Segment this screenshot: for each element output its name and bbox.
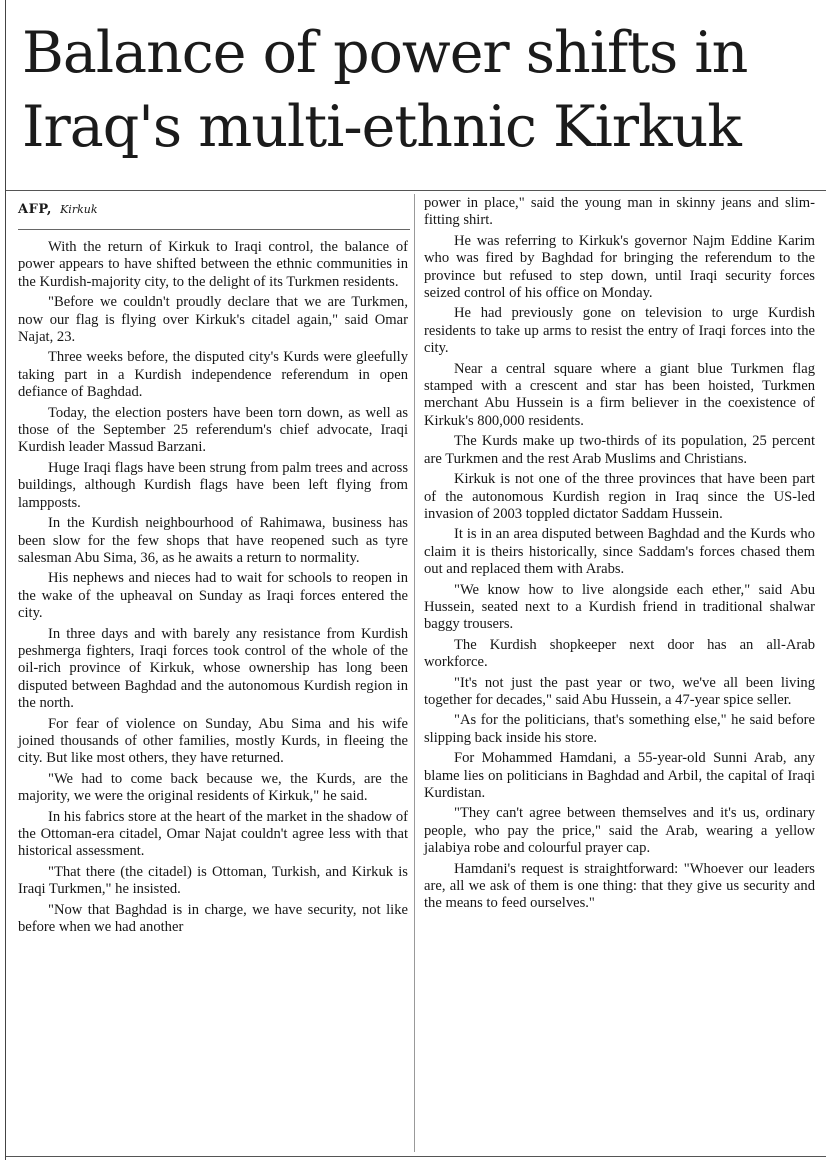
paragraph: The Kurds make up two-thirds of its population, 25 percent are Turkmen and the rest Arab Muslims and Christians. [424,433,815,467]
paragraph: "That there (the citadel) is Ottoman, Turkish, and Kirkuk is Iraqi Turkmen," he insisted. [18,863,408,898]
paragraph: It is in an area disputed between Baghdad and the Kurds who claim it is theirs historically, since Saddam's forces chased them out and replaced them with Arabs. [424,526,815,578]
paragraph: In his fabrics store at the heart of the market in the shadow of the Ottoman-era citadel, Omar Najat couldn't agree less with that historical assessment. [18,808,408,860]
paragraph: Three weeks before, the disputed city's Kurds were gleefully taking part in a Kurdish independence referendum in open defiance of Baghdad. [18,349,408,401]
paragraph: In the Kurdish neighbourhood of Rahimawa, business has been slow for the few shops that have reopened such as tyre salesman Abu Sima, 36, as he awaits a return to normality. [18,515,408,566]
paragraph: He was referring to Kirkuk's governor Najm Eddine Karim who was fired by Baghdad for bringing the referendum to the province but refused to step down, until Iraqi security forces seized control of his office on Monday. [424,232,815,302]
article-headline: Balance of power shifts in Iraq's multi-ethnic Kirkuk [22,20,748,160]
headline-divider [6,190,826,191]
article-column-right [424,195,815,916]
paragraph: For fear of violence on Sunday, Abu Sima and his wife joined thousands of other families, mostly Kurds, in fleeing the city. But like most others, they have returned. [18,715,408,767]
paragraph: He had previously gone on television to urge Kurdish residents to take up arms to resist the entry of Iraqi forces into the city. [424,305,815,357]
paragraph: "We had to come back because we, the Kurds, are the majority, we were the original residents of Kirkuk," he said. [18,770,408,805]
page-edge-rule [5,0,6,1160]
byline-divider [18,229,410,230]
paragraph: His nephews and nieces had to wait for schools to reopen in the wake of the upheaval on Sunday as Iraqi forces entered the city. [18,570,408,622]
paragraph: Huge Iraqi flags have been strung from palm trees and across buildings, although Kurdish flags have been left flying from lampposts. [18,459,408,511]
paragraph: Hamdani's request is straightforward: "Whoever our leaders are, all we ask of them is one thing: that they give us security and the means to feed ourselves." [424,860,815,912]
paragraph: "Before we couldn't proudly declare that we are Turkmen, now our flag is flying over Kirkuk's citadel again," said Omar Najat, 23. [18,294,408,346]
paragraph: "It's not just the past year or two, we've all been living together for decades," said Abu Hussein, a 47-year spice seller. [424,674,815,708]
bottom-rule [6,1156,826,1157]
paragraph: Today, the election posters have been torn down, as well as those of the September 25 referendum's chief advocate, Iraqi Kurdish leader Massud Barzani. [18,404,408,456]
paragraph: "As for the politicians, that's something else," he said before slipping back inside his store. [424,712,815,746]
paragraph: "They can't agree between themselves and it's us, ordinary people, who pay the price," said the Arab, wearing a yellow jalabiya robe and colourful prayer cap. [424,805,815,857]
byline [18,202,98,218]
paragraph: With the return of Kirkuk to Iraqi control, the balance of power appears to have shifted between the ethnic communities in the Kurdish-majority city, to the delight of its Turkmen residents. [18,239,408,290]
paragraph-continued: power in place," said the young man in skinny jeans and slim-fitting shirt. [424,195,815,229]
paragraph: In three days and with barely any resistance from Kurdish peshmerga fighters, Iraqi forces took control of the whole of the oil-rich province of Kirkuk, whose ownership has long been disputed between Baghdad and the autonomous Kurdish region in the north. [18,625,408,712]
byline-dateline: Kirkuk [60,203,98,216]
paragraph: Near a central square where a giant blue Turkmen flag stamped with a crescent and star has been hoisted, Turkmen merchant Abu Hussein is a firm believer in the coexistence of Kirkuk's 800,000 residents. [424,360,815,429]
paragraph: "We know how to live alongside each ether," said Abu Hussein, seated next to a Kurdish friend in traditional shalwar baggy trousers. [424,581,815,633]
byline-agency: AFP, [18,202,52,217]
paragraph: For Mohammed Hamdani, a 55-year-old Sunni Arab, any blame lies on politicians in Baghdad and Arbil, the capital of Iraqi Kurdistan. [424,750,815,801]
paragraph: Kirkuk is not one of the three provinces that have been part of the autonomous Kurdish region in Iraq since the US-led invasion of 2003 toppled dictator Saddam Hussein. [424,471,815,522]
article-column-left [18,239,408,939]
column-divider [414,194,415,1152]
paragraph: The Kurdish shopkeeper next door has an all-Arab workforce. [424,636,815,671]
paragraph: "Now that Baghdad is in charge, we have security, not like before when we had another [18,901,408,936]
